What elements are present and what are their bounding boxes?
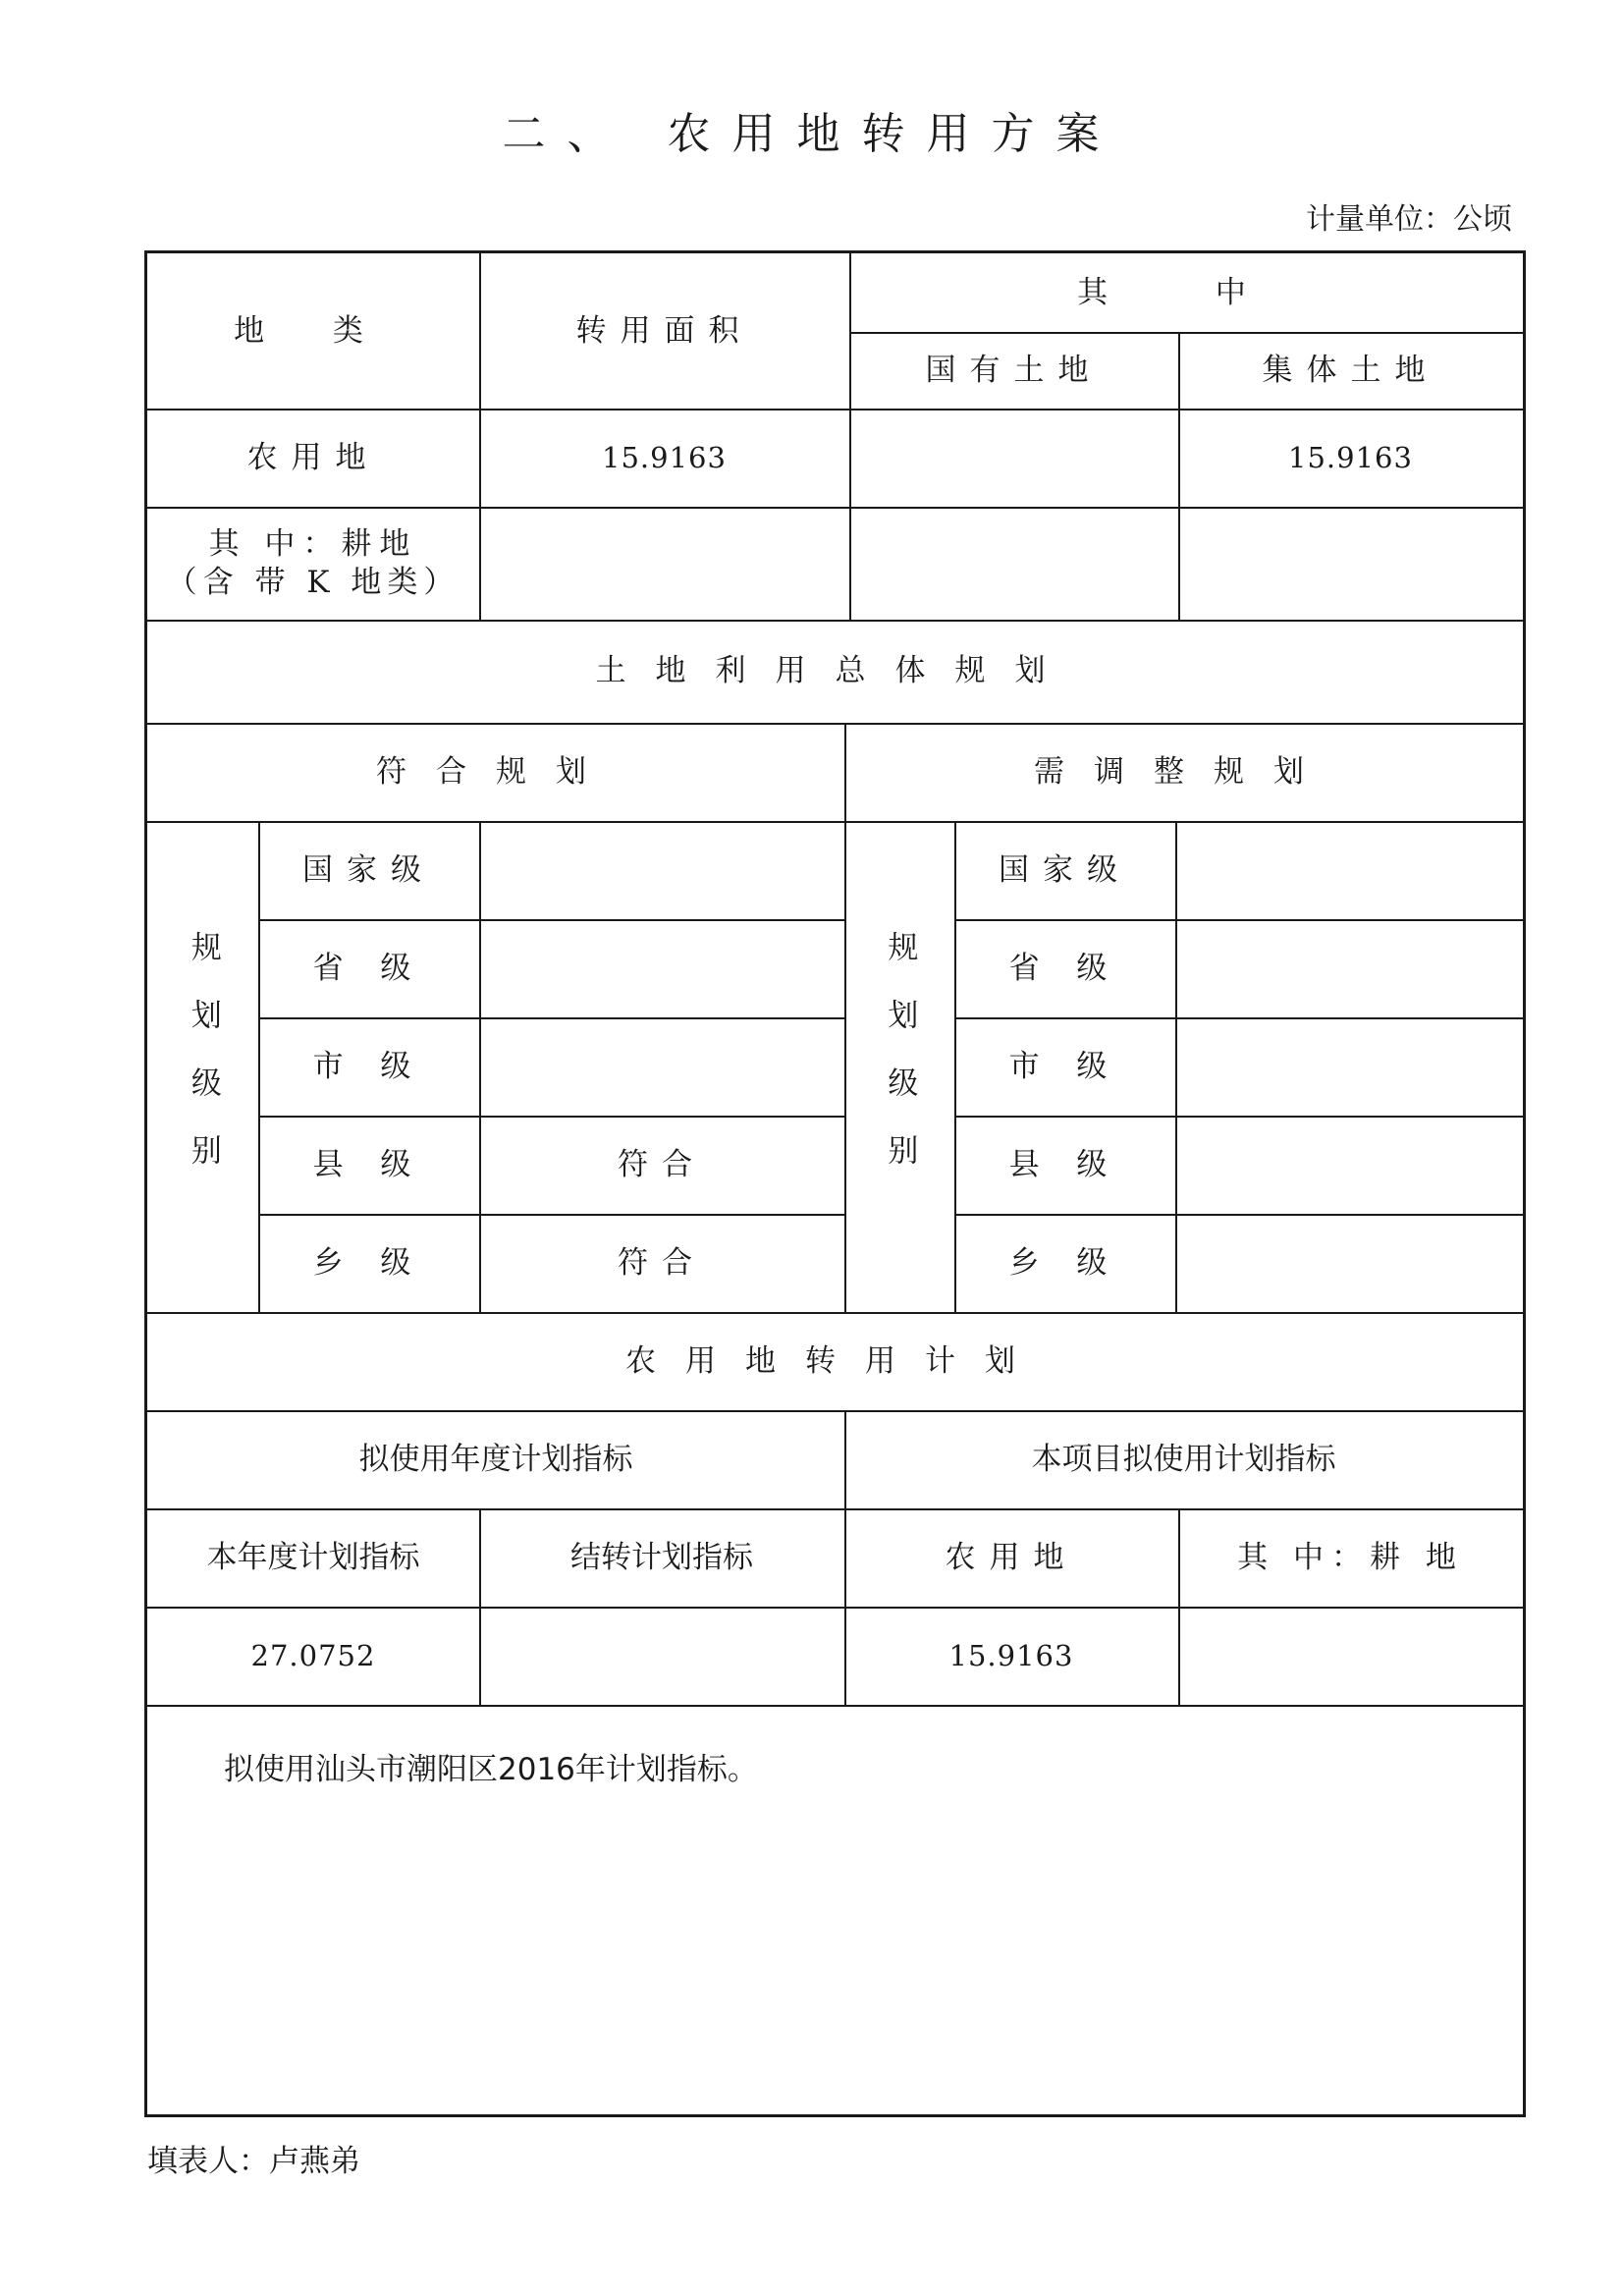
- form-filler: 填表人：卢燕弟: [147, 2144, 360, 2179]
- right-level-city: 市 级: [1008, 1048, 1121, 1084]
- left-level-township: 乡 级: [312, 1244, 425, 1281]
- planning-level-group-right-text: 规划级别: [882, 931, 918, 1202]
- right-level-county: 县 级: [1008, 1146, 1121, 1182]
- header-state-land: 国有土地: [925, 352, 1103, 388]
- row-agri-collective: 15.9163: [1288, 440, 1413, 474]
- right-level-national: 国家级: [999, 851, 1131, 888]
- header-of-which: 其 中: [1077, 274, 1295, 310]
- conversion-carryover-quota: 结转计划指标: [570, 1539, 753, 1575]
- remark-text: 拟使用汕头市潮阳区2016年计划指标。: [224, 1752, 758, 1787]
- planning-level-group-left: [147, 821, 258, 1312]
- planning-section-title: 土地利用总体规划: [595, 653, 1075, 689]
- page-title: 二、 农用地转用方案: [502, 109, 1121, 159]
- rule: [147, 1705, 1523, 1707]
- conversion-of-which-cultivated: 其 中：耕 地: [1237, 1539, 1464, 1575]
- right-value-province: [1175, 919, 1523, 1017]
- conversion-cultivated-value: [1178, 1607, 1523, 1705]
- header-land-type: 地 类: [234, 312, 393, 349]
- conversion-agri-value: 15.9163: [948, 1638, 1074, 1672]
- row-cultivated-state: [849, 507, 1178, 620]
- right-value-county: [1175, 1116, 1523, 1214]
- conversion-section-title: 农用地转用计划: [625, 1342, 1045, 1379]
- left-level-county: 县 级: [312, 1146, 425, 1182]
- left-level-city: 市 级: [312, 1048, 425, 1084]
- header-collective-land: 集体土地: [1262, 352, 1439, 388]
- right-level-province: 省 级: [1008, 950, 1121, 986]
- row-cultivated-label-line2: （含 带 K 地类）: [166, 564, 460, 600]
- planning-compliant: 符合规划: [376, 753, 616, 790]
- left-value-township: 符合: [618, 1244, 706, 1281]
- left-value-province: [479, 919, 844, 1017]
- row-cultivated-label-line1: 其 中：耕地: [208, 525, 418, 562]
- left-level-province: 省 级: [312, 950, 425, 986]
- row-agri-label: 农用地: [246, 439, 380, 475]
- row-cultivated-label: [147, 507, 479, 620]
- conversion-project-use: 本项目拟使用计划指标: [1031, 1441, 1336, 1477]
- row-agri-area: 15.9163: [602, 440, 727, 474]
- conversion-annual-value: 27.0752: [250, 1638, 376, 1672]
- conversion-planned-use: 拟使用年度计划指标: [358, 1441, 633, 1477]
- left-value-county: 符合: [618, 1146, 706, 1182]
- conversion-annual-quota: 本年度计划指标: [206, 1539, 420, 1575]
- planning-level-group-left-text: 规划级别: [185, 931, 221, 1202]
- right-value-national: [1175, 821, 1523, 919]
- right-value-township: [1175, 1214, 1523, 1312]
- right-value-city: [1175, 1017, 1523, 1116]
- left-value-national: [479, 821, 844, 919]
- unit-label: 计量单位：公顷: [1306, 202, 1512, 237]
- conversion-agri-land: 农用地: [945, 1539, 1078, 1575]
- header-area: 转用面积: [575, 312, 753, 349]
- conversion-table: [144, 250, 1526, 2117]
- left-level-national: 国家级: [302, 851, 435, 888]
- conversion-carryover-value: [479, 1607, 844, 1705]
- planning-level-group-right: [844, 821, 954, 1312]
- right-level-township: 乡 级: [1008, 1244, 1121, 1281]
- row-cultivated-area: [479, 507, 849, 620]
- left-value-city: [479, 1017, 844, 1116]
- planning-needs-adjust: 需调整规划: [1034, 753, 1333, 790]
- row-agri-state: [849, 409, 1178, 507]
- row-cultivated-collective: [1178, 507, 1523, 620]
